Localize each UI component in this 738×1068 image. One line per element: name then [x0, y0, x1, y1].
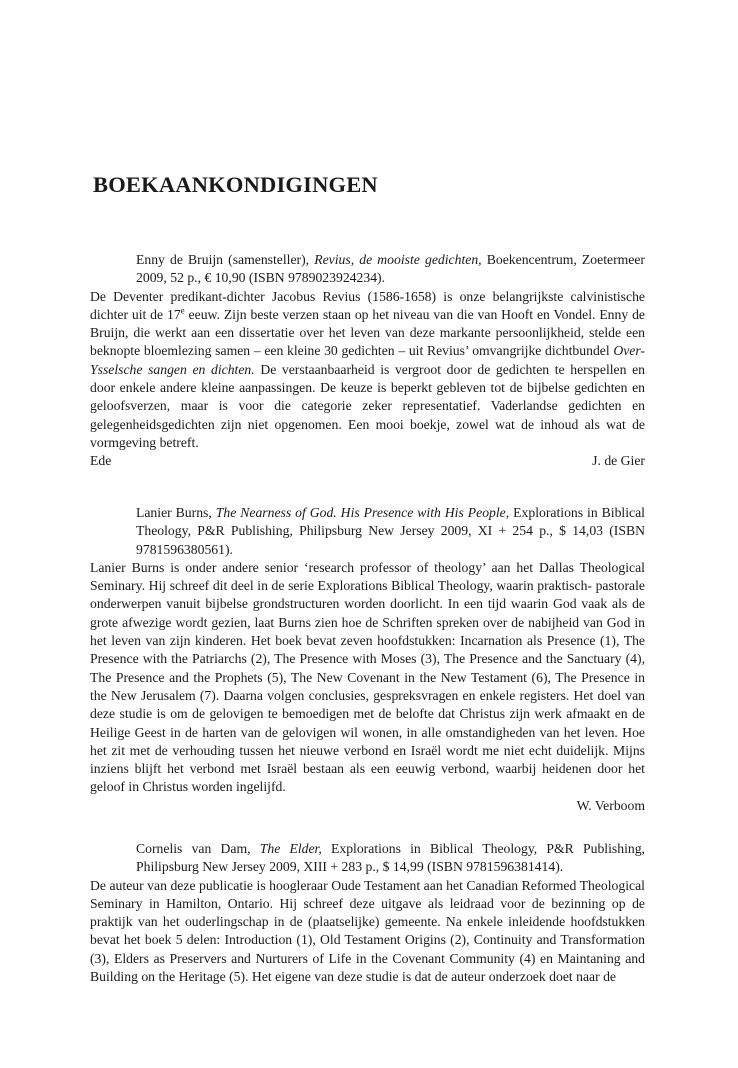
italic-title: Over-Ysselsche sangen en dichten.: [90, 343, 645, 377]
citation-title: The Nearness of God. His Presence with His People: [215, 505, 506, 520]
book-citation: [90, 251, 645, 288]
citation-author: Enny de Bruijn (samensteller),: [136, 252, 315, 267]
review-place: Ede: [90, 453, 112, 469]
citation-details: , Explorations in Biblical Theology, P&R Publishing, Philipsburg New Jersey 2009, XI + 254 p., $ 14,03 (ISBN 9781596380561).: [136, 505, 645, 557]
citation-title: The Elder,: [259, 841, 322, 856]
signature-line: [90, 452, 645, 470]
citation-details: Explorations in Biblical Theology, P&R Publishing, Philipsburg New Jersey 2009, XIII + 283 p., $ 14,99 (ISBN 9781596381414).: [136, 841, 645, 875]
review-body: De auteur van deze publicatie is hoogleraar Oude Testament aan het Canadian Reformed Theological Seminary in Hamilton, Ontario. Hij schreef deze uitgave als leidraad voor de bezinning op de praktijk van het ouderlingschap in de (plaatselijke) gemeente. Na enkele inleidende hoofdstukken bevat het boek 5 delen: Introduction (1), Old Testament Origins (2), Continuity and Transformation (3), Elders as Preservers and Nurturers of Life in the Covenant Community (4) en Maintaning and Building on the Heritage (5). Het eigene van deze studie is dat de auteur onderzoek doet naar de: [90, 877, 645, 985]
citation-details: Boekencentrum, Zoetermeer 2009, 52 p., € 10,90 (ISBN 9789023924234).: [136, 252, 645, 286]
book-citation: [90, 504, 645, 559]
page-title: BOEKAANKONDIGINGEN: [93, 172, 378, 197]
review-body: De Deventer predikant-dichter Jacobus Revius (1586-1658) is onze belangrijkste calvinistische dichter uit de 17e eeuw. Zijn beste verzen staan op het niveau van die van Hooft en Vondel. Enny de Bruijn, die werkt aan een dissertatie over het leven van deze markante persoonlijkheid, stelde een beknopte bloemlezing samen – een kleine 30 gedichten – uit Revius’ omvangrijke dichtbundel Over-Ysselsche sangen en dichten. De verstaanbaarheid is vergroot door de gedichten te herspellen en door enkele andere kleine aanpassingen. De keuze is beperkt gebleven tot de bijbelse gedichten en geloofsverzen, maar is voor die categorie zeker representatief. Vaderlandse gedichten en gelegenheidsgedichten zijn niet opgenomen. Een mooi boekje, zowel wat de inhoud als wat de vormgeving betreft.: [90, 288, 645, 450]
review-body: Lanier Burns is onder andere senior ‘research professor of theology’ aan het Dallas Theological Seminary. Hij schreef dit deel in de serie Explorations Biblical Theology, waarin praktisch- pastorale onderwerpen vanuit bijbelse grondstructuren worden doorlicht. In een tijd waarin God vaak als de grote afwezige wordt gezien, laat Burns zien hoe de Schriften spreken over de nabijheid van God in het leven van zijn kinderen. Het boek bevat zeven hoofdstukken: Incarnation als Presence (1), The Presence with the Patriarchs (2), The Presence with Moses (3), The Presence and the Sanctuary (4), The Presence and the Prophets (5), The New Covenant in the New Testament (6), The Presence in the New Jerusalem (7). Daarna volgen conclusies, gespreksvragen en enkele registers. Het doel van deze studie is om de gelovigen te bemoedigen met de belofte dat Christus zijn werk afmaakt en de Heilige Geest in de harten van de gelovigen wil wonen, in alle omstandigheden van het leven. Hoe het zit met de verhouding tussen het nieuwe verbond en Israël wordt me niet echt duidelijk. Mijns inziens blijft het verbond met Israël bestaan als een eeuwig verbond, waarbij heidenen door het geloof in Christus worden ingelijfd.: [90, 559, 645, 795]
review-revius: [90, 251, 645, 471]
citation-author: Cornelis van Dam,: [136, 841, 260, 856]
reviewer-name: J. de Gier: [592, 453, 645, 469]
superscript: e: [180, 305, 185, 316]
citation-author: Lanier Burns,: [136, 505, 216, 520]
review-the-elder: [90, 840, 645, 986]
review-nearness-of-god: [90, 504, 645, 815]
reviewer-name: W. Verboom: [576, 797, 645, 813]
book-citation: [90, 840, 645, 877]
citation-title: Revius, de mooiste gedichten,: [314, 252, 482, 267]
